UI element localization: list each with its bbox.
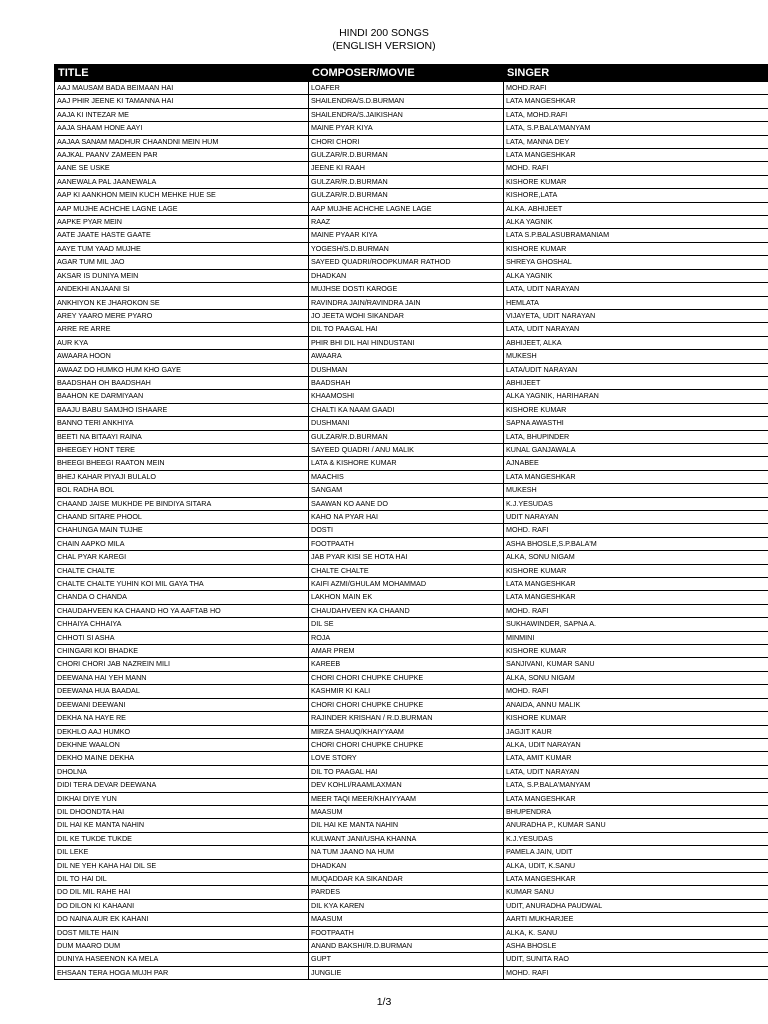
table-row: [55, 122, 768, 135]
cell-singer: ABHIJEET, ALKA: [504, 336, 768, 349]
cell-composer-movie: DHADKAN: [309, 859, 504, 872]
table-row: [55, 859, 768, 872]
cell-composer-movie: SAYEED QUADRI / ANU MALIK: [309, 443, 504, 456]
cell-singer: LATA MANGESHKAR: [504, 578, 768, 591]
table-row: [55, 578, 768, 591]
cell-title: AWAARA HOON: [55, 350, 309, 363]
cell-singer: LATA, MANNA DEY: [504, 135, 768, 148]
cell-title: AGAR TUM MIL JAO: [55, 256, 309, 269]
cell-title: AUR KYA: [55, 336, 309, 349]
table-row: [55, 779, 768, 792]
cell-title: BAAHON KE DARMIYAAN: [55, 390, 309, 403]
cell-title: CHAUDAHVEEN KA CHAAND HO YA AAFTAB HO: [55, 604, 309, 617]
cell-title: DO DIL MIL RAHE HAI: [55, 886, 309, 899]
table-row: [55, 95, 768, 108]
cell-title: ARRE RE ARRE: [55, 323, 309, 336]
table-row: [55, 135, 768, 148]
cell-singer: SUKHAWINDER, SAPNA A.: [504, 618, 768, 631]
cell-title: DEKHO MAINE DEKHA: [55, 752, 309, 765]
cell-composer-movie: ROJA: [309, 631, 504, 644]
cell-singer: LATA MANGESHKAR: [504, 872, 768, 885]
table-row: [55, 738, 768, 751]
table-row: [55, 645, 768, 658]
cell-composer-movie: DEV KOHLI/RAAMLAXMAN: [309, 779, 504, 792]
table-row: [55, 82, 768, 95]
cell-singer: KISHORE KUMAR: [504, 645, 768, 658]
cell-title: DEEWANA HUA BAADAL: [55, 685, 309, 698]
cell-singer: JAGJIT KAUR: [504, 725, 768, 738]
cell-singer: KISHORE KUMAR: [504, 242, 768, 255]
cell-singer: ALKA. ABHIJEET: [504, 202, 768, 215]
cell-composer-movie: KAIFI AZMI/GHULAM MOHAMMAD: [309, 578, 504, 591]
cell-title: DEKHLO AAJ HUMKO: [55, 725, 309, 738]
table-row: [55, 765, 768, 778]
cell-composer-movie: YOGESH/S.D.BURMAN: [309, 242, 504, 255]
table-header-row: [55, 65, 768, 82]
table-row: [55, 497, 768, 510]
cell-title: CHAIN AAPKO MILA: [55, 537, 309, 550]
cell-composer-movie: DHADKAN: [309, 269, 504, 282]
cell-singer: KISHORE,LATA: [504, 189, 768, 202]
table-row: [55, 752, 768, 765]
cell-composer-movie: FOOTPAATH: [309, 926, 504, 939]
cell-composer-movie: RAJINDER KRISHAN / R.D.BURMAN: [309, 712, 504, 725]
cell-composer-movie: MAINE PYAR KIYA: [309, 122, 504, 135]
cell-composer-movie: RAAZ: [309, 216, 504, 229]
cell-singer: K.J.YESUDAS: [504, 497, 768, 510]
cell-title: ANDEKHI ANJAANI SI: [55, 283, 309, 296]
table-row: [55, 551, 768, 564]
cell-singer: ALKA YAGNIK: [504, 216, 768, 229]
cell-title: CHHOTI SI ASHA: [55, 631, 309, 644]
table-row: [55, 403, 768, 416]
table-row: [55, 604, 768, 617]
cell-composer-movie: MAASUM: [309, 913, 504, 926]
cell-composer-movie: SAYEED QUADRI/ROOPKUMAR RATHOD: [309, 256, 504, 269]
cell-singer: ALKA YAGNIK: [504, 269, 768, 282]
table-row: [55, 417, 768, 430]
cell-composer-movie: KAHO NA PYAR HAI: [309, 511, 504, 524]
cell-singer: PAMELA JAIN, UDIT: [504, 846, 768, 859]
cell-singer: ALKA, SONU NIGAM: [504, 551, 768, 564]
table-row: [55, 216, 768, 229]
cell-singer: SANJIVANI, KUMAR SANU: [504, 658, 768, 671]
cell-composer-movie: BAADSHAH: [309, 376, 504, 389]
cell-composer-movie: LAKHON MAIN EK: [309, 591, 504, 604]
table-body: [55, 82, 768, 980]
cell-singer: UDIT NARAYAN: [504, 511, 768, 524]
table-row: [55, 511, 768, 524]
cell-singer: UDIT, ANURADHA PAUDWAL: [504, 899, 768, 912]
cell-title: BHEEGI BHEEGI RAATON MEIN: [55, 457, 309, 470]
cell-composer-movie: MUQADDAR KA SIKANDAR: [309, 872, 504, 885]
table-row: [55, 832, 768, 845]
cell-composer-movie: AAP MUJHE ACHCHE LAGNE LAGE: [309, 202, 504, 215]
cell-singer: MUKESH: [504, 484, 768, 497]
table-row: [55, 336, 768, 349]
table-row: [55, 792, 768, 805]
cell-title: CHANDA O CHANDA: [55, 591, 309, 604]
table-row: [55, 926, 768, 939]
cell-composer-movie: MUJHSE DOSTI KAROGE: [309, 283, 504, 296]
cell-composer-movie: KULWANT JANI/USHA KHANNA: [309, 832, 504, 845]
page-number: 1/3: [376, 996, 392, 1008]
document-title: [0, 27, 768, 53]
cell-singer: LATA, UDIT NARAYAN: [504, 765, 768, 778]
header-composer-movie: COMPOSER/MOVIE: [309, 65, 504, 82]
cell-title: BOL RADHA BOL: [55, 484, 309, 497]
cell-title: AANEWALA PAL JAANEWALA: [55, 175, 309, 188]
cell-composer-movie: MAACHIS: [309, 470, 504, 483]
cell-singer: KISHORE KUMAR: [504, 712, 768, 725]
cell-singer: HEMLATA: [504, 296, 768, 309]
cell-title: AAJAA SANAM MADHUR CHAANDNI MEIN HUM: [55, 135, 309, 148]
cell-title: BHEEGEY HONT TERE: [55, 443, 309, 456]
table-row: [55, 350, 768, 363]
cell-singer: LATA MANGESHKAR: [504, 149, 768, 162]
cell-composer-movie: JO JEETA WOHI SIKANDAR: [309, 309, 504, 322]
table-row: [55, 886, 768, 899]
cell-title: DHOLNA: [55, 765, 309, 778]
cell-singer: ALKA YAGNIK, HARIHARAN: [504, 390, 768, 403]
table-row: [55, 202, 768, 215]
table-row: [55, 671, 768, 684]
cell-singer: KISHORE KUMAR: [504, 175, 768, 188]
cell-title: DEEWANA HAI YEH MANN: [55, 671, 309, 684]
cell-title: DO DILON KI KAHAANI: [55, 899, 309, 912]
cell-singer: ALKA, SONU NIGAM: [504, 671, 768, 684]
cell-singer: MOHD. RAFI: [504, 685, 768, 698]
cell-title: DIL DHOONDTA HAI: [55, 805, 309, 818]
table-row: [55, 712, 768, 725]
cell-title: AAJ MAUSAM BADA BEIMAAN HAI: [55, 82, 309, 95]
cell-title: BHEJ KAHAR PIYAJI BULALO: [55, 470, 309, 483]
cell-title: DIL NE YEH KAHA HAI DIL SE: [55, 859, 309, 872]
cell-singer: LATA, MOHD.RAFI: [504, 108, 768, 121]
cell-composer-movie: RAVINDRA JAIN/RAVINDRA JAIN: [309, 296, 504, 309]
cell-singer: MOHD. RAFI: [504, 966, 768, 979]
cell-title: CHAHUNGA MAIN TUJHE: [55, 524, 309, 537]
cell-title: AAP KI AANKHON MEIN KUCH MEHKE HUE SE: [55, 189, 309, 202]
cell-title: AAPKE PYAR MEIN: [55, 216, 309, 229]
cell-singer: LATA, UDIT NARAYAN: [504, 283, 768, 296]
cell-title: CHAAND JAISE MUKHDE PE BINDIYA SITARA: [55, 497, 309, 510]
cell-singer: BHUPENDRA: [504, 805, 768, 818]
cell-composer-movie: AMAR PREM: [309, 645, 504, 658]
table-row: [55, 229, 768, 242]
cell-composer-movie: LOAFER: [309, 82, 504, 95]
table-row: [55, 537, 768, 550]
cell-singer: KUMAR SANU: [504, 886, 768, 899]
cell-singer: LATA MANGESHKAR: [504, 591, 768, 604]
cell-title: AAJ PHIR JEENE KI TAMANNA HAI: [55, 95, 309, 108]
cell-composer-movie: PHIR BHI DIL HAI HINDUSTANI: [309, 336, 504, 349]
table-row: [55, 618, 768, 631]
cell-composer-movie: JEENE KI RAAH: [309, 162, 504, 175]
cell-composer-movie: KHAAMOSHI: [309, 390, 504, 403]
cell-singer: SAPNA AWASTHI: [504, 417, 768, 430]
cell-composer-movie: GUPT: [309, 953, 504, 966]
cell-composer-movie: CHORI CHORI: [309, 135, 504, 148]
cell-singer: MOHD.RAFI: [504, 82, 768, 95]
cell-title: AAYE TUM YAAD MUJHE: [55, 242, 309, 255]
cell-composer-movie: GULZAR/R.D.BURMAN: [309, 149, 504, 162]
title-line-2: (ENGLISH VERSION): [332, 40, 436, 52]
cell-title: CHAL PYAR KAREGI: [55, 551, 309, 564]
cell-title: ANKHIYON KE JHAROKON SE: [55, 296, 309, 309]
table-row: [55, 457, 768, 470]
cell-singer: ALKA, UDIT NARAYAN: [504, 738, 768, 751]
cell-singer: MINMINI: [504, 631, 768, 644]
table-row: [55, 846, 768, 859]
title-line-1: HINDI 200 SONGS: [339, 27, 429, 39]
cell-composer-movie: ANAND BAKSHI/R.D.BURMAN: [309, 940, 504, 953]
table-row: [55, 591, 768, 604]
cell-title: DIL TO HAI DIL: [55, 872, 309, 885]
cell-composer-movie: CHORI CHORI CHUPKE CHUPKE: [309, 671, 504, 684]
cell-singer: LATA MANGESHKAR: [504, 470, 768, 483]
cell-singer: MOHD. RAFI: [504, 524, 768, 537]
cell-singer: LATA, UDIT NARAYAN: [504, 323, 768, 336]
table-row: [55, 913, 768, 926]
cell-title: DOST MILTE HAIN: [55, 926, 309, 939]
cell-composer-movie: DIL HAI KE MANTA NAHIN: [309, 819, 504, 832]
cell-title: AREY YAARO MERE PYARO: [55, 309, 309, 322]
cell-composer-movie: MEER TAQI MEER/KHAIYYAAM: [309, 792, 504, 805]
cell-composer-movie: DOSTI: [309, 524, 504, 537]
cell-title: AAJKAL PAANV ZAMEEN PAR: [55, 149, 309, 162]
cell-singer: LATA, BHUPINDER: [504, 430, 768, 443]
cell-composer-movie: CHORI CHORI CHUPKE CHUPKE: [309, 738, 504, 751]
table-row: [55, 430, 768, 443]
table-row: [55, 149, 768, 162]
cell-singer: LATA MANGESHKAR: [504, 792, 768, 805]
table-row: [55, 899, 768, 912]
cell-singer: ANURADHA P., KUMAR SANU: [504, 819, 768, 832]
cell-singer: LATA, S.P.BALA'MANYAM: [504, 122, 768, 135]
cell-title: CHORI CHORI JAB NAZREIN MILI: [55, 658, 309, 671]
cell-title: EHSAAN TERA HOGA MUJH PAR: [55, 966, 309, 979]
cell-title: CHINGARI KOI BHADKE: [55, 645, 309, 658]
table-row: [55, 953, 768, 966]
table-row: [55, 256, 768, 269]
cell-title: AWAAZ DO HUMKO HUM KHO GAYE: [55, 363, 309, 376]
cell-singer: KISHORE KUMAR: [504, 564, 768, 577]
table-row: [55, 390, 768, 403]
cell-composer-movie: DIL TO PAAGAL HAI: [309, 323, 504, 336]
cell-title: DIDI TERA DEVAR DEEWANA: [55, 779, 309, 792]
cell-title: CHALTE CHALTE YUHIN KOI MIL GAYA THA: [55, 578, 309, 591]
cell-singer: ASHA BHOSLE,S.P.BALA'M: [504, 537, 768, 550]
songs-table: [54, 64, 768, 980]
table-row: [55, 524, 768, 537]
table-row: [55, 108, 768, 121]
cell-composer-movie: CHALTI KA NAAM GAADI: [309, 403, 504, 416]
cell-singer: MUKESH: [504, 350, 768, 363]
cell-composer-movie: CHAUDAHVEEN KA CHAAND: [309, 604, 504, 617]
cell-composer-movie: DIL KYA KAREN: [309, 899, 504, 912]
cell-title: BEETI NA BITAAYI RAINA: [55, 430, 309, 443]
cell-title: DUM MAARO DUM: [55, 940, 309, 953]
cell-composer-movie: SANGAM: [309, 484, 504, 497]
cell-title: DUNIYA HASEENON KA MELA: [55, 953, 309, 966]
table-row: [55, 162, 768, 175]
cell-composer-movie: JUNGLIE: [309, 966, 504, 979]
cell-title: BAAJU BABU SAMJHO ISHAARE: [55, 403, 309, 416]
cell-singer: KISHORE KUMAR: [504, 403, 768, 416]
cell-title: DEEWANI DEEWANI: [55, 698, 309, 711]
cell-title: CHAAND SITARE PHOOL: [55, 511, 309, 524]
cell-title: DIL KE TUKDE TUKDE: [55, 832, 309, 845]
cell-singer: MOHD. RAFI: [504, 604, 768, 617]
cell-composer-movie: CHALTE CHALTE: [309, 564, 504, 577]
cell-composer-movie: GULZAR/R.D.BURMAN: [309, 430, 504, 443]
cell-title: DIL HAI KE MANTA NAHIN: [55, 819, 309, 832]
table-row: [55, 443, 768, 456]
cell-composer-movie: DIL TO PAAGAL HAI: [309, 765, 504, 778]
cell-title: DO NAINA AUR EK KAHANI: [55, 913, 309, 926]
table-row: [55, 470, 768, 483]
cell-composer-movie: KAREEB: [309, 658, 504, 671]
cell-singer: UDIT, SUNITA RAO: [504, 953, 768, 966]
header-singer: SINGER: [504, 65, 768, 82]
cell-title: BAADSHAH OH BAADSHAH: [55, 376, 309, 389]
table-row: [55, 698, 768, 711]
cell-singer: ABHIJEET: [504, 376, 768, 389]
cell-title: AAJA SHAAM HONE AAYI: [55, 122, 309, 135]
cell-composer-movie: LOVE STORY: [309, 752, 504, 765]
header-title: TITLE: [55, 65, 309, 82]
cell-title: DIKHAI DIYE YUN: [55, 792, 309, 805]
cell-singer: ALKA, UDIT, K.SANU: [504, 859, 768, 872]
cell-title: AKSAR IS DUNIYA MEIN: [55, 269, 309, 282]
cell-composer-movie: MAASUM: [309, 805, 504, 818]
table-row: [55, 819, 768, 832]
cell-composer-movie: FOOTPAATH: [309, 537, 504, 550]
table-row: [55, 309, 768, 322]
cell-singer: ANAIDA, ANNU MALIK: [504, 698, 768, 711]
cell-composer-movie: CHORI CHORI CHUPKE CHUPKE: [309, 698, 504, 711]
cell-composer-movie: PARDES: [309, 886, 504, 899]
table-row: [55, 725, 768, 738]
cell-singer: MOHD. RAFI: [504, 162, 768, 175]
table-row: [55, 658, 768, 671]
cell-composer-movie: GULZAR/R.D.BURMAN: [309, 175, 504, 188]
cell-singer: LATA MANGESHKAR: [504, 95, 768, 108]
table-row: [55, 269, 768, 282]
cell-singer: ASHA BHOSLE: [504, 940, 768, 953]
cell-title: BANNO TERI ANKHIYA: [55, 417, 309, 430]
cell-composer-movie: SHAILENDRA/S.D.BURMAN: [309, 95, 504, 108]
cell-singer: SHREYA GHOSHAL: [504, 256, 768, 269]
cell-singer: VIJAYETA, UDIT NARAYAN: [504, 309, 768, 322]
cell-composer-movie: MIRZA SHAUQ/KHAIYYAAM: [309, 725, 504, 738]
cell-composer-movie: AWAARA: [309, 350, 504, 363]
cell-singer: AARTI MUKHARJEE: [504, 913, 768, 926]
table-row: [55, 805, 768, 818]
cell-composer-movie: DIL SE: [309, 618, 504, 631]
table-row: [55, 685, 768, 698]
cell-composer-movie: DUSHMANI: [309, 417, 504, 430]
cell-composer-movie: MAINE PYAAR KIYA: [309, 229, 504, 242]
cell-singer: AJNABEE: [504, 457, 768, 470]
cell-title: CHALTE CHALTE: [55, 564, 309, 577]
table-row: [55, 376, 768, 389]
cell-composer-movie: GULZAR/R.D.BURMAN: [309, 189, 504, 202]
cell-singer: LATA S.P.BALASUBRAMANIAM: [504, 229, 768, 242]
table-row: [55, 564, 768, 577]
table-row: [55, 966, 768, 979]
cell-title: DIL LEKE: [55, 846, 309, 859]
cell-title: AATE JAATE HASTE GAATE: [55, 229, 309, 242]
cell-singer: LATA, S.P.BALA'MANYAM: [504, 779, 768, 792]
cell-composer-movie: KASHMIR KI KALI: [309, 685, 504, 698]
cell-composer-movie: JAB PYAR KISI SE HOTA HAI: [309, 551, 504, 564]
table-row: [55, 363, 768, 376]
table-row: [55, 189, 768, 202]
cell-composer-movie: LATA & KISHORE KUMAR: [309, 457, 504, 470]
table-row: [55, 283, 768, 296]
cell-title: AAJA KI INTEZAR ME: [55, 108, 309, 121]
cell-title: CHHAIYA CHHAIYA: [55, 618, 309, 631]
cell-singer: LATA/UDIT NARAYAN: [504, 363, 768, 376]
cell-singer: KUNAL GANJAWALA: [504, 443, 768, 456]
table-row: [55, 175, 768, 188]
cell-composer-movie: SHAILENDRA/S.JAIKISHAN: [309, 108, 504, 121]
cell-singer: LATA, AMIT KUMAR: [504, 752, 768, 765]
table-row: [55, 484, 768, 497]
table-row: [55, 242, 768, 255]
cell-singer: K.J.YESUDAS: [504, 832, 768, 845]
table-row: [55, 296, 768, 309]
cell-composer-movie: DUSHMAN: [309, 363, 504, 376]
table-row: [55, 631, 768, 644]
table-row: [55, 940, 768, 953]
cell-singer: ALKA, K. SANU: [504, 926, 768, 939]
cell-title: DEKHA NA HAYE RE: [55, 712, 309, 725]
cell-title: AAP MUJHE ACHCHE LAGNE LAGE: [55, 202, 309, 215]
cell-title: AANE SE USKE: [55, 162, 309, 175]
table-row: [55, 323, 768, 336]
table-row: [55, 872, 768, 885]
cell-composer-movie: NA TUM JAANO NA HUM: [309, 846, 504, 859]
cell-composer-movie: SAAWAN KO AANE DO: [309, 497, 504, 510]
cell-title: DEKHNE WAALON: [55, 738, 309, 751]
